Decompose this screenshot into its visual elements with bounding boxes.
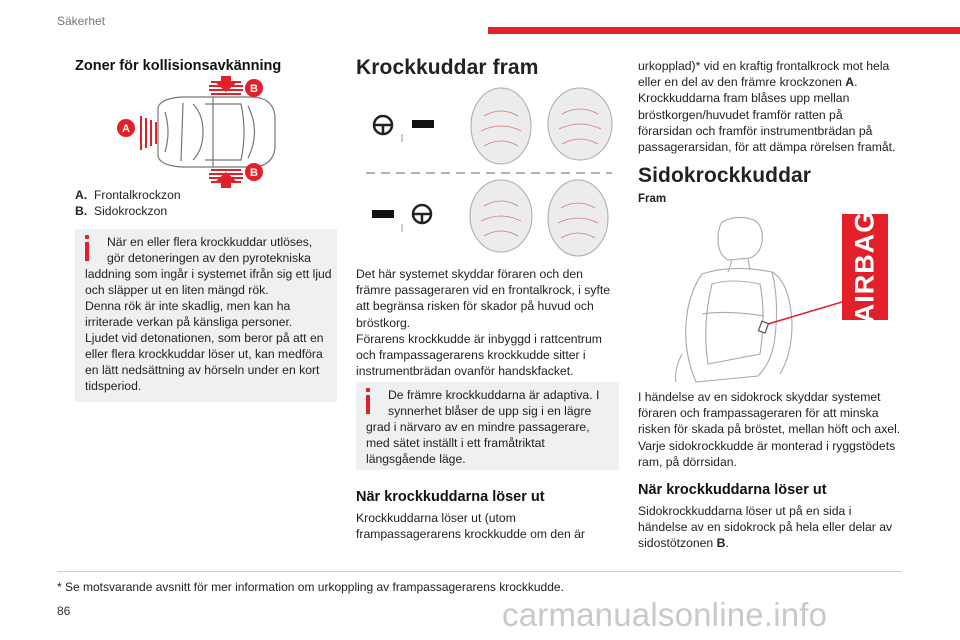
- front-airbags-description: Det här systemet skyddar föraren och den främre passageraren vid en frontalkrock, i syfte att begränsa risken för skador på huvud och bröstkorg. Förarens krockkudde är inbyggd i rattcentrum och frampassagerarens krockkudde sitter i instrumentbrädan ovanför handskfacket.: [356, 267, 611, 379]
- section-title: Säkerhet: [57, 14, 106, 28]
- lhd-dashboard-icon: [374, 116, 434, 142]
- page-number: 86: [57, 604, 71, 618]
- info-icon: [82, 235, 92, 261]
- zone-a-label: A: [122, 123, 130, 135]
- side-deployment-heading: När krockkuddarna löser ut: [638, 482, 827, 498]
- collision-zones-figure: [113, 76, 283, 188]
- zone-legend: [75, 187, 181, 219]
- watermark: carmanualsonline.info: [502, 596, 828, 633]
- front-deployment-continued: urkopplad)* vid en kraftig frontalkrock mot hela eller en del av den främre krockzonen A. Krockkuddarna fram blåses upp mellan bröstkorgen/huvudet framför ratten på förarsidan och framför instrumentbrädan på passagerarsidan, för att dämpa rörelsen framåt.: [638, 59, 896, 155]
- pyrotechnic-info-note: När en eller flera krockkuddar utlöses, gör detoneringen av den pyrotekniska laddning som ingår i systemet ifrån sig ett ljud och släpper ut en liten mängd rök. Denna rök är inte skadlig, men kan ha irriterade verkan på känsliga personer. Ljudet vid detonationen, som beror på att en eller flera krockkuddar löser ut, kan medföra en lätt nedsättning av hörseln under en kort tidsperiod.: [75, 229, 337, 402]
- front-airbags-figure: [366, 86, 618, 260]
- legend-item: A. Frontalkrockzon: [75, 188, 181, 202]
- front-zone-lines: [141, 116, 156, 150]
- side-airbags-heading: Sidokrockkuddar: [638, 164, 812, 187]
- airbag-label-sign: AIRBAG: [842, 214, 888, 320]
- footnote-rule: [57, 571, 902, 572]
- front-airbags-heading: Krockkuddar fram: [356, 56, 539, 79]
- seat-illustration: [662, 214, 842, 384]
- airbag-tag-icon: [758, 321, 768, 333]
- info-icon: [363, 388, 373, 414]
- footnote: * Se motsvarande avsnitt för mer information om urkoppling av frampassagerarens krockkudde.: [57, 580, 564, 594]
- zone-b-bottom-label: B: [250, 167, 258, 179]
- airbag-illustrations: [470, 88, 612, 256]
- collision-zones-heading: Zoner för kollisionsavkänning: [75, 58, 282, 74]
- section-accent-bar: [488, 27, 960, 34]
- front-deployment-text: Krockkuddarna löser ut (utom frampassagerarens krockkudde om den är: [356, 511, 585, 542]
- front-deployment-heading: När krockkuddarna löser ut: [356, 489, 545, 505]
- car-top-view: [158, 97, 275, 167]
- zone-b-top-label: B: [250, 83, 258, 95]
- side-airbags-description: I händelse av en sidokrock skyddar systemet föraren och frampassageraren för att minska risken för skada på bröstet, mellan höft och axel. Varje sidokrockkudde är monterad i ryggstödets ram, på dörrsidan.: [638, 390, 901, 469]
- rhd-dashboard-icon: [372, 205, 431, 232]
- legend-item: B. Sidokrockzon: [75, 204, 168, 219]
- airbag-pointer-line: [768, 302, 842, 324]
- side-airbags-subhead: Fram: [638, 193, 667, 205]
- adaptive-airbags-note: De främre krockkuddarna är adaptiva. I synnerhet blåser de upp sig i en lägre grad i närvaro av en mindre passagerare, med sätet inställt i ett framåtriktat längsgående läge.: [356, 382, 619, 470]
- side-deployment-text: Sidokrockkuddarna löser ut på en sida i händelse av en sidokrock på hela eller delar av sidostötzonen B.: [638, 504, 893, 551]
